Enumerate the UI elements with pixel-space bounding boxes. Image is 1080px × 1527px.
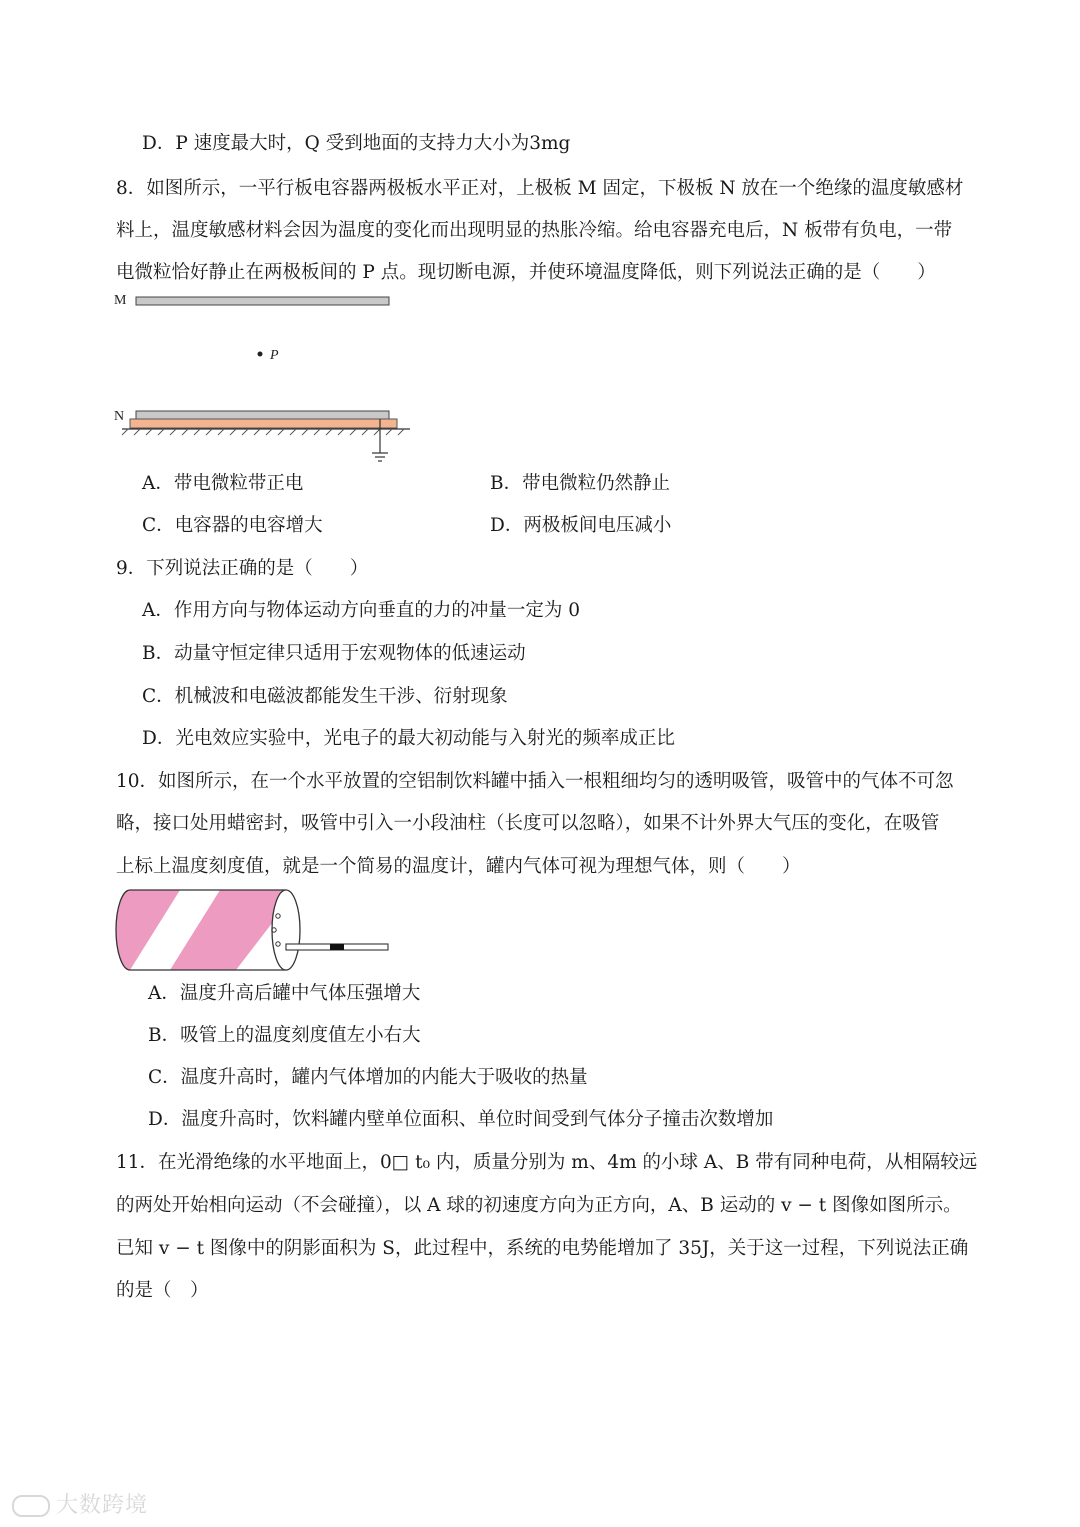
- q10-option-a: A．温度升高后罐中气体压强增大: [148, 983, 421, 1004]
- q11-stem-line4: 的是（ ）: [116, 1280, 209, 1301]
- q11-stem-line1: 11．在光滑绝缘的水平地面上，0□ t₀ 内，质量分别为 m、4m 的小球 A、B 带有同种电荷，从相隔较远: [116, 1152, 978, 1173]
- ground-hatch: [122, 429, 404, 435]
- oil-column: [330, 944, 344, 950]
- capacitor-figure: [110, 290, 430, 470]
- q9-option-a: A．作用方向与物体运动方向垂直的力的冲量一定为 0: [142, 600, 581, 621]
- q10-stem-line1: 10．如图所示，在一个水平放置的空铝制饮料罐中插入一根粗细均匀的透明吸管，吸管中的气体不可忽: [116, 771, 954, 792]
- q11-stem-line3: 已知 v − t 图像中的阴影面积为 S，此过程中，系统的电势能增加了 35J，关于这一过程，下列说法正确: [116, 1238, 969, 1259]
- q8-option-d: D．两极板间电压减小: [490, 515, 672, 536]
- q8-stem-line2: 料上，温度敏感材料会因为温度的变化而出现明显的热胀冷缩。给电容器充电后，N 板带有负电，一带: [116, 220, 953, 241]
- can-body: [110, 890, 290, 970]
- q9-option-b: B．动量守恒定律只适用于宏观物体的低速运动: [142, 643, 526, 664]
- temperature-material: [130, 419, 397, 428]
- watermark-text: 大数跨境: [56, 1493, 149, 1518]
- label-n: N: [114, 409, 125, 424]
- q8-option-b: B．带电微粒仍然静止: [490, 473, 671, 494]
- label-p: P: [270, 348, 279, 363]
- plate-n: [136, 411, 389, 419]
- label-m: M: [114, 293, 127, 308]
- q10-option-c: C．温度升高时，罐内气体增加的内能大于吸收的热量: [148, 1067, 588, 1088]
- q10-option-b: B．吸管上的温度刻度值左小右大: [148, 1025, 421, 1046]
- plate-m: [136, 297, 389, 305]
- q8-option-a: A．带电微粒带正电: [142, 473, 304, 494]
- q7-option-d: D．P 速度最大时，Q 受到地面的支持力大小为3mg: [142, 133, 571, 154]
- q8-option-c: C．电容器的电容增大: [142, 515, 323, 536]
- q9-option-c: C．机械波和电磁波都能发生干涉、衍射现象: [142, 686, 508, 707]
- q9-stem: 9．下列说法正确的是（ ）: [116, 558, 369, 579]
- q10-stem-line2: 略，接口处用蜡密封，吸管中引入一小段油柱（长度可以忽略），如果不计外界大气压的变化，在吸管: [116, 813, 940, 834]
- point-p: [258, 352, 263, 357]
- q9-option-d: D．光电效应实验中，光电子的最大初动能与入射光的频率成正比: [142, 728, 675, 749]
- q11-stem-line2: 的两处开始相向运动（不会碰撞），以 A 球的初速度方向为正方向，A、B 运动的 v − t 图像如图所示。: [116, 1195, 962, 1216]
- q8-stem-line3: 电微粒恰好静止在两极板间的 P 点。现切断电源，并使环境温度降低，则下列说法正确的是（ ）: [116, 262, 936, 283]
- can-thermometer-figure: [110, 880, 400, 975]
- q10-option-d: D．温度升高时，饮料罐内壁单位面积、单位时间受到气体分子撞击次数增加: [148, 1109, 774, 1130]
- q8-stem-line1: 8．如图所示，一平行板电容器两极板水平正对，上极板 M 固定，下极板 N 放在一个绝缘的温度敏感材: [116, 178, 964, 199]
- watermark-icon: [12, 1495, 50, 1517]
- watermark-logo: [12, 1488, 148, 1519]
- q10-stem-line3: 上标上温度刻度值，就是一个简易的温度计，罐内气体可视为理想气体，则（ ）: [116, 856, 801, 877]
